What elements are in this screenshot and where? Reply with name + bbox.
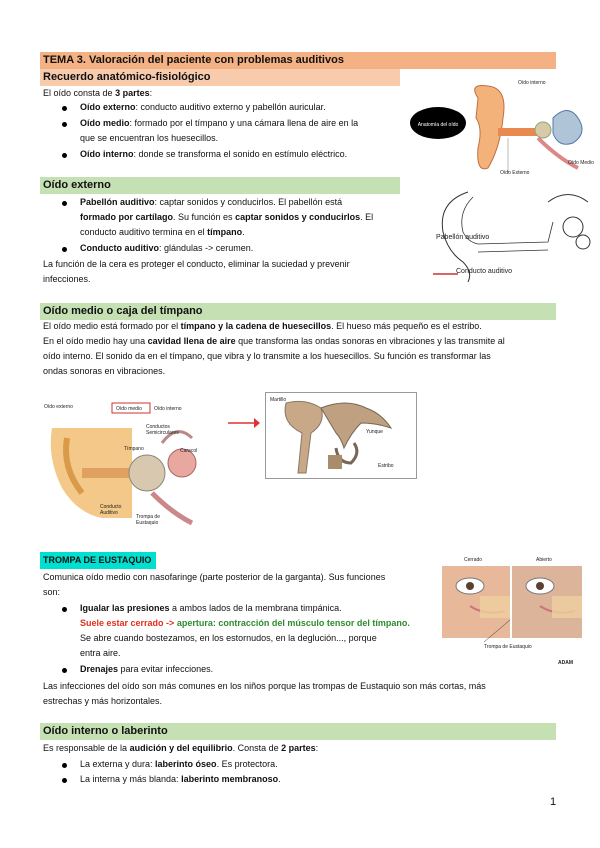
fig3-label-timpano: Tímpano <box>124 446 144 452</box>
list-item: Conducto auditivo: glándulas -> cerumen. <box>80 243 254 253</box>
fig2-label-conducto: Conducto auditivo <box>456 268 513 275</box>
trompa-line-1: Comunica oído medio con nasofaringe (parte posterior de la garganta). Sus funciones <box>43 572 386 582</box>
fig3-label-caracol: Caracol <box>180 448 198 454</box>
section-heading-medio: Oído medio o caja del tímpano <box>40 303 556 320</box>
section-heading-externo: Oído externo <box>40 177 400 194</box>
bullet-dot <box>62 106 67 111</box>
trompa-para-2: estrechas y más horizontales. <box>43 696 163 706</box>
list-item: Se abre cuando bostezamos, en los estornudos, en la deglución..., porque <box>80 633 377 643</box>
middle-ear-figure <box>42 398 222 528</box>
medio-line-1: El oído medio está formado por el tímpano y la cadena de huesecillos. El hueso más pequeño es el estribo. <box>43 321 482 331</box>
fig5-label-adam: ADAM <box>558 660 573 666</box>
fig3-label-conductos: Conductos Semicirculares <box>146 424 179 436</box>
interno-line: Es responsable de la audición y del equilibrio. Consta de 2 partes: <box>43 743 319 753</box>
ear-anatomy-figure <box>408 78 598 178</box>
arrow-icon <box>228 416 260 434</box>
list-item: La interna y más blanda: laberinto membranoso. <box>80 774 281 784</box>
bullet-dot <box>62 247 67 252</box>
trompa-line-2: son: <box>43 587 61 597</box>
trompa-para-1: Las infecciones del oído son más comunes en los niños porque las trompas de Eustaquio son más cortas, más <box>43 681 486 691</box>
ossicles-figure <box>265 392 417 479</box>
eustachian-figure <box>440 556 590 668</box>
medio-line-4: ondas sonoras en vibraciones. <box>43 366 166 376</box>
section-heading-trompa: TROMPA DE EUSTAQUIO <box>40 552 156 569</box>
bullet-dot <box>62 763 67 768</box>
medio-line-2: En el oído medio hay una cavidad llena de aire que transforma las ondas sonoras en vibraciones y las transmite al <box>43 336 505 346</box>
bullet-dot <box>62 778 67 783</box>
page-number: 1 <box>550 796 557 808</box>
fig4-label-estribo: Estribo <box>378 463 394 469</box>
medio-line-3: oído interno. El sonido da en el tímpano, que vibra y lo transmite a los huesecillos. Su función es transformar las <box>43 351 491 361</box>
ear-line-drawing <box>428 182 598 287</box>
bullet-dot <box>62 607 67 612</box>
section-heading-recuerdo: Recuerdo anatómico-fisiológico <box>40 69 400 86</box>
fig3-label-trompa: Trompa de Eustaquio <box>136 514 160 526</box>
fig4-label-martillo: Martillo <box>270 397 287 403</box>
fig3-label-medio: Oído medio <box>116 406 142 412</box>
page-title: TEMA 3. Valoración del paciente con problemas auditivos <box>40 52 556 69</box>
fig3-label-interno: Oído interno <box>154 406 182 412</box>
list-item: Suele estar cerrado -> apertura: contracción del músculo tensor del tímpano. <box>80 618 410 628</box>
bullet-dot <box>62 153 67 158</box>
list-item: Drenajes para evitar infecciones. <box>80 664 214 674</box>
fig5-label-abierto: Abierto <box>536 557 552 563</box>
list-item: conducto auditivo termina en el tímpano. <box>80 227 245 237</box>
list-item: Pabellón auditivo: captar sonidos y conducirlos. El pabellón está <box>80 197 343 207</box>
bullet-dot <box>62 201 67 206</box>
list-item: que se encuentran los huesecillos. <box>80 133 219 143</box>
fig5-label-cerrado: Cerrado <box>464 557 483 563</box>
fig1-label-externo: Oído Externo <box>500 170 530 176</box>
fig1-label-medio: Oído Medio <box>568 160 594 166</box>
fig1-label-interno: Oído interno <box>518 80 546 86</box>
list-item: La externa y dura: laberinto óseo. Es protectora. <box>80 759 278 769</box>
list-item: formado por cartílago. Su función es captar sonidos y conducirlos. El <box>80 212 374 222</box>
fig3-label-externo: Oído externo <box>44 404 73 410</box>
fig4-label-yunque: Yunque <box>366 429 383 435</box>
bullet-dot <box>62 122 67 127</box>
fig5-label-trompa: Trompa de Eustaquio <box>484 644 532 650</box>
externo-para-2: infecciones. <box>43 274 91 284</box>
list-item: Oído medio: formado por el tímpano y una cámara llena de aire en la <box>80 118 359 128</box>
list-item: entra aire. <box>80 648 121 658</box>
fig3-label-conducto: Conducto Auditivo <box>100 504 122 516</box>
list-item: Oído interno: donde se transforma el sonido en estímulo eléctrico. <box>80 149 348 159</box>
section-heading-interno: Oído interno o laberinto <box>40 723 556 740</box>
recuerdo-intro: El oído consta de 3 partes: <box>43 88 153 98</box>
fig2-label-pabellon: Pabellón auditivo <box>436 234 490 241</box>
fig1-label-anatomia: Anatomía del oído <box>417 122 459 128</box>
bullet-dot <box>62 668 67 673</box>
externo-para-1: La función de la cera es proteger el conducto, eliminar la suciedad y prevenir <box>43 259 350 269</box>
list-item: Oído externo: conducto auditivo externo y pabellón auricular. <box>80 102 326 112</box>
list-item: Igualar las presiones a ambos lados de la membrana timpánica. <box>80 603 342 613</box>
